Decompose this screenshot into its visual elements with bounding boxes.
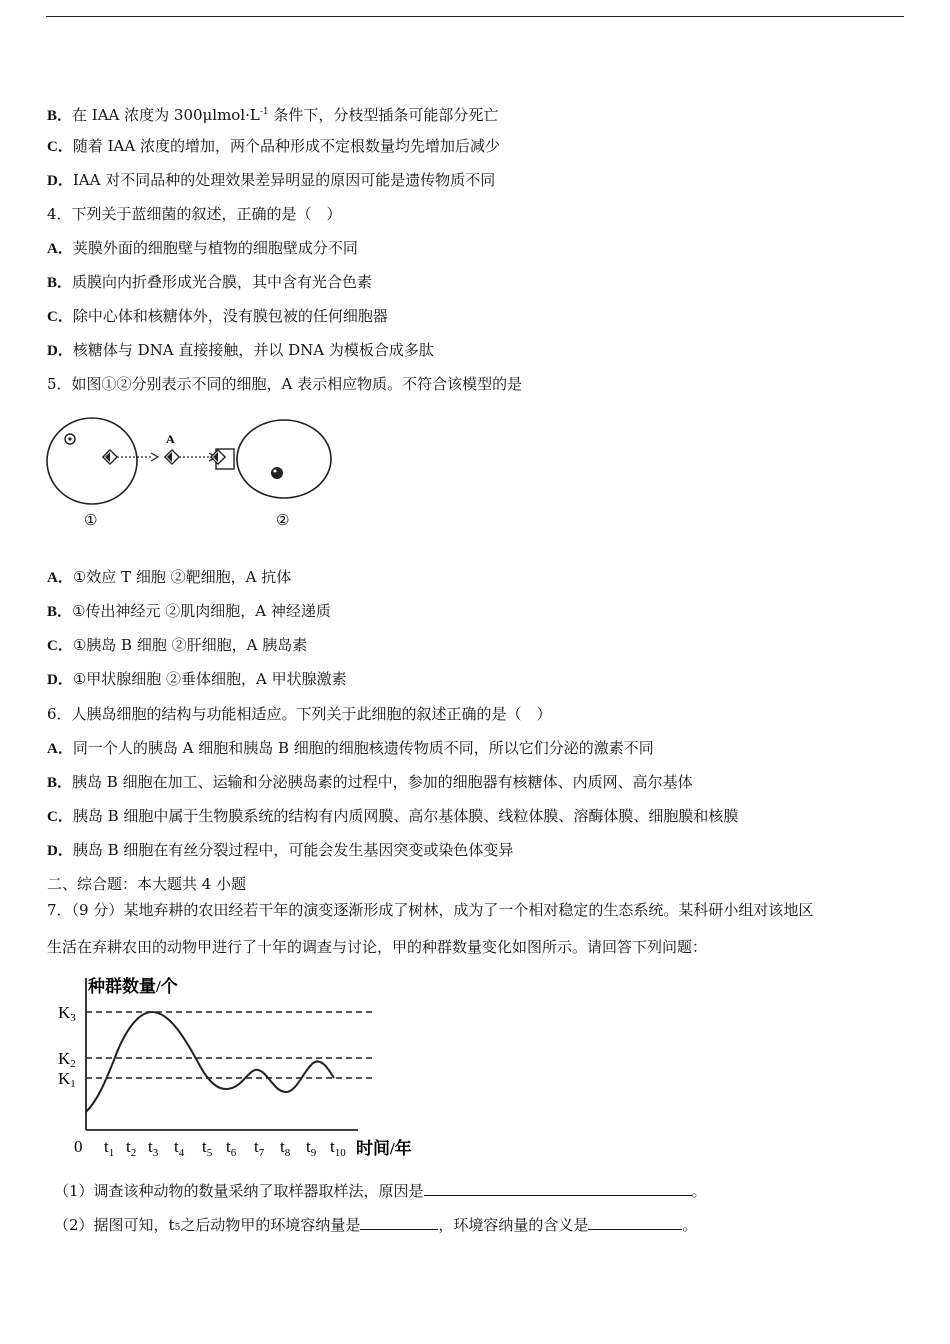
q4-stem: 4．下列关于蓝细菌的叙述，正确的是（ ） bbox=[47, 205, 342, 223]
cell-2-outline bbox=[237, 420, 331, 498]
q7-sub2: （2）据图可知，t5之后动物甲的环境容纳量是 ，环境容纳量的含义是 。 bbox=[54, 1216, 698, 1234]
answer-blank-1[interactable] bbox=[424, 1181, 692, 1196]
x-axis-label: 时间/年 bbox=[356, 1139, 412, 1158]
x-tick-label-t2: $t_2$ bbox=[126, 1137, 137, 1159]
x-tick-label-t3: $t_3$ bbox=[148, 1137, 159, 1159]
cell-2-nucleus-icon bbox=[271, 467, 283, 479]
x-tick-label-t5: $t_5$ bbox=[202, 1137, 213, 1159]
q3-option-c: C．随着 IAA 浓度的增加，两个品种形成不定根数量均先增加后减少 bbox=[47, 137, 500, 155]
q4-option-b: B．质膜向内折叠形成光合膜，其中含有光合色素 bbox=[47, 273, 373, 291]
q3-option-b: B．在 IAA 浓度为 $300\mu lmol\cdot L^{-1}$ 条件下，分枝型插条可能部分死亡 bbox=[47, 106, 499, 124]
q3-option-b-text: 在 IAA 浓度为 300μlmol·L bbox=[72, 106, 260, 124]
q4-option-d: D．核糖体与 DNA 直接接触，并以 DNA 为模板合成多肽 bbox=[47, 341, 434, 359]
cell-1-label: ① bbox=[84, 513, 98, 529]
q7-stem-line2: 生活在弃耕农田的动物甲进行了十年的调查与讨论，甲的种群数量变化如图所示。请回答下列问题： bbox=[47, 938, 708, 956]
q5-cell-diagram bbox=[40, 412, 340, 534]
x-tick-label-t8: $t_8$ bbox=[280, 1137, 291, 1159]
cell-2-label: ② bbox=[276, 513, 290, 529]
q4-option-a: A．荚膜外面的细胞壁与植物的细胞壁成分不同 bbox=[47, 239, 358, 257]
q6-option-b: B．胰岛 B 细胞在加工、运输和分泌胰岛素的过程中，参加的细胞器有核糖体、内质网、高尔基体 bbox=[47, 773, 693, 791]
q5-option-d: D．①甲状腺细胞 ②垂体细胞，A 甲状腺激素 bbox=[47, 670, 347, 688]
q5-option-b: B．①传出神经元 ②肌肉细胞，A 神经递质 bbox=[47, 602, 331, 620]
q4-option-c: C．除中心体和核糖体外，没有膜包被的任何细胞器 bbox=[47, 307, 388, 325]
section-heading: 二、综合题：本大题共 4 小题 bbox=[47, 875, 247, 893]
x-tick-label-t1: $t_1$ bbox=[104, 1137, 115, 1159]
q3-option-d: D．IAA 对不同品种的处理效果差异明显的原因可能是遗传物质不同 bbox=[47, 171, 496, 189]
q6-option-c: C．胰岛 B 细胞中属于生物膜系统的结构有内质网膜、高尔基体膜、线粒体膜、溶酶体膜、细胞膜和核膜 bbox=[47, 807, 739, 825]
answer-blank-3[interactable] bbox=[588, 1215, 682, 1230]
q5-option-a: A．①效应 T 细胞 ②靶细胞，A 抗体 bbox=[47, 568, 292, 586]
answer-blank-2[interactable] bbox=[360, 1215, 438, 1230]
q6-stem: 6．人胰岛细胞的结构与功能相适应。下列关于此细胞的叙述正确的是（ ） bbox=[47, 705, 552, 723]
x-tick-label-t6: $t_6$ bbox=[226, 1137, 237, 1159]
x-tick-label-t9: $t_9$ bbox=[306, 1137, 317, 1159]
q7-sub1: （1）调查该种动物的数量采纳了取样器取样法，原因是 。 bbox=[54, 1182, 707, 1200]
header-rule bbox=[46, 16, 904, 17]
q7-stem-line1: 7．（9 分）某地弃耕的农田经若干年的演变逐渐形成了树林，成为了一个相对稳定的生态系统。某科研小组对该地区 bbox=[47, 901, 814, 919]
q6-option-a: A．同一个人的胰岛 A 细胞和胰岛 B 细胞的细胞核遗传物质不同，所以它们分泌的激素不同 bbox=[47, 739, 654, 757]
population-curve bbox=[86, 1012, 334, 1112]
reference-label-k1: K1 bbox=[58, 1069, 76, 1090]
y-axis-label: 种群数量/个 bbox=[88, 977, 178, 996]
substance-a-label: A bbox=[166, 432, 175, 446]
cell-1-outline bbox=[47, 418, 137, 504]
reference-label-k3: K3 bbox=[58, 1003, 76, 1024]
x-tick-label-t4: $t_4$ bbox=[174, 1137, 185, 1159]
q6-option-d: D．胰岛 B 细胞在有丝分裂过程中，可能会发生基因突变或染色体变异 bbox=[47, 841, 514, 859]
q5-option-c: C．①胰岛 B 细胞 ②肝细胞，A 胰岛素 bbox=[47, 636, 308, 654]
origin-label: 0 bbox=[74, 1137, 83, 1156]
q5-stem: 5．如图①②分别表示不同的细胞，A 表示相应物质。不符合该模型的是 bbox=[47, 375, 523, 393]
x-tick-label-t7: $t_7$ bbox=[254, 1137, 265, 1159]
population-chart bbox=[48, 970, 440, 1168]
reference-label-k2: K2 bbox=[58, 1049, 76, 1070]
x-tick-label-t10: $t_{10}$ bbox=[330, 1137, 346, 1159]
